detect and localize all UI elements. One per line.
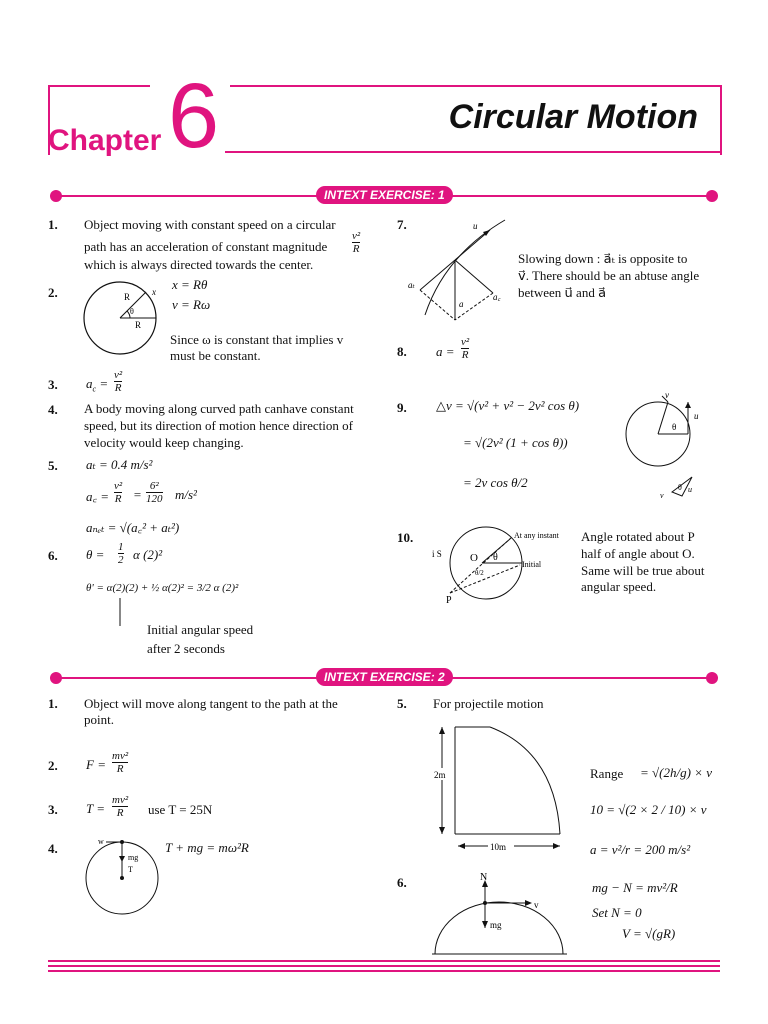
q3-fraction — [114, 369, 122, 394]
e2-q6-eq2: Set N = 0 — [592, 905, 642, 920]
q6-frac — [118, 541, 124, 566]
q10-label-initial: Initial — [522, 560, 542, 569]
e2-q2-frac-num: mv² — [112, 750, 129, 762]
e2-q5-text: For projectile motion — [433, 696, 544, 711]
q6-frac-num: 1 — [118, 541, 124, 553]
q6-frac-den: 2 — [118, 554, 124, 566]
q10-label-any: At any instant — [514, 531, 559, 540]
q8-frac-num: v² — [461, 336, 470, 348]
e2-q4-label-mg: mg — [128, 853, 139, 862]
q7-number: 7. — [397, 217, 407, 232]
q5-frac2-den: 120 — [146, 493, 163, 505]
q4-text-c: velocity would keep changing. — [84, 435, 244, 450]
q2-label-x: x — [152, 287, 156, 297]
q3-lhs — [86, 376, 108, 394]
footer-line-2 — [48, 965, 720, 967]
e2-q6-eq1: mg − N = mv²/R — [592, 880, 678, 895]
e2-q6-number: 6. — [397, 875, 407, 890]
e2-q3-frac-den: R — [112, 806, 128, 819]
q2-note-a: Since ω is constant that implies v — [170, 332, 344, 347]
q5-number: 5. — [48, 458, 58, 473]
q2-circle-diagram — [82, 278, 164, 358]
q7-label-ac: a꜀ — [493, 292, 501, 302]
q7-label-at: aₜ — [408, 280, 415, 290]
q5-frac2-num: 6² — [149, 480, 159, 492]
e2-q6-label-v: v — [534, 900, 539, 910]
q5-eq2-lhs: a꜀ = — [86, 489, 110, 504]
e2-q2-number: 2. — [48, 758, 58, 773]
q1-fraction — [352, 230, 360, 255]
e2-q4-label-w: w — [98, 837, 104, 846]
q9-label-u: u — [694, 411, 699, 421]
q9-label-theta: θ — [672, 422, 677, 432]
q1-frac-den: R — [352, 243, 360, 255]
q9-eq3: = 2v cos θ/2 — [463, 475, 528, 490]
q10-text-b: half of angle about O. — [581, 546, 695, 561]
q3-frac-num: v² — [114, 369, 123, 381]
q10-circle-diagram — [430, 525, 575, 605]
q2-label-r2: R — [135, 320, 142, 330]
q5-frac1-den: R — [114, 493, 122, 505]
q4-number: 4. — [48, 402, 58, 417]
e2-q5-number: 5. — [397, 696, 407, 711]
q10-label-p: P — [446, 595, 452, 605]
q6-eq1-rhs: α (2)² — [133, 547, 163, 562]
e2-q3-lhs: T = — [86, 801, 106, 816]
q7-label-a: a — [459, 299, 464, 309]
e2-q5-range-label: Range — [590, 766, 624, 781]
chapter-word: Chapter — [48, 124, 162, 157]
q8-number: 8. — [397, 344, 407, 359]
q7-label-u: u — [473, 221, 478, 231]
q7-vector-diagram — [405, 215, 515, 325]
q7-text-b: v⃗. There should be an abtuse angle — [518, 268, 700, 283]
e2-q6-label-mg: mg — [490, 920, 502, 930]
exercise1-dot-left — [50, 190, 62, 202]
q1-text-a: Object moving with constant speed on a circular — [84, 217, 336, 232]
q5-frac1 — [114, 480, 122, 505]
q3-frac-den: R — [114, 382, 122, 394]
e2-q3-frac-num: mv² — [112, 794, 129, 806]
q4-text-b: speed, but its direction of motion hence direction of — [84, 418, 353, 433]
chapter-number: 6 — [168, 65, 220, 167]
q10-number: 10. — [397, 530, 414, 545]
q3-eq: = — [99, 376, 109, 391]
e2-q6-label-n: N — [480, 872, 488, 883]
e2-q5-range-eq: = √(2h/g) × v — [640, 765, 712, 780]
q6-brace — [115, 598, 125, 628]
e2-q2-fraction — [112, 750, 128, 775]
e2-q3-rhs: use T = 25N — [148, 802, 213, 817]
q9-label-u2: u — [688, 485, 692, 494]
q6-note-a: Initial angular speed — [147, 622, 254, 637]
q4-text-a: A body moving along curved path canhave constant — [84, 401, 354, 416]
e2-q1-text-b: point. — [84, 712, 114, 727]
e2-q3-fraction — [112, 794, 128, 819]
q10-label-theta: θ — [493, 552, 498, 563]
q5-frac2 — [146, 480, 163, 505]
q3-lhs-sub: c — [92, 384, 97, 394]
e2-q6-eq3: V = √(gR) — [622, 926, 676, 941]
q3-lhs-a: a — [86, 376, 93, 391]
exercise2-label: INTEXT EXERCISE: 2 — [316, 668, 453, 686]
e2-q4-eq: T + mg = mω²R — [165, 840, 249, 855]
q6-number: 6. — [48, 548, 58, 563]
e2-q5-label-2m: 2m — [434, 770, 446, 780]
q1-number: 1. — [48, 217, 58, 232]
q9-eq2: = √(2v² (1 + cos θ)) — [463, 435, 568, 450]
exercise2-dot-right — [706, 672, 718, 684]
e2-q5-eq3: a = v²/r = 200 m/s² — [590, 842, 691, 857]
e2-q2-lhs: F = — [86, 757, 106, 772]
e2-q1-text-a: Object will move along tangent to the path at the — [84, 696, 338, 711]
chapter-title: Circular Motion — [448, 98, 698, 136]
e2-q6-dome-diagram — [430, 870, 570, 958]
q5-eq1: aₜ = 0.4 m/s² — [86, 457, 153, 472]
e2-q4-number: 4. — [48, 841, 58, 856]
e2-q3-number: 3. — [48, 802, 58, 817]
q2-note-b: must be constant. — [170, 348, 261, 363]
q10-text-c: Same will be true about — [581, 563, 705, 578]
q10-text-d: angular speed. — [581, 579, 657, 594]
q10-label-is: i S — [432, 549, 442, 559]
q9-eq1: △v = √(v² + v² − 2v² cos θ) — [436, 398, 580, 413]
exercise1-dot-right — [706, 190, 718, 202]
q5-eq3: aₙₑₜ = √(a꜀² + aₜ²) — [86, 520, 180, 535]
q8-frac-den: R — [461, 349, 469, 361]
q7-text-c: between u⃗ and a⃗ — [518, 285, 607, 300]
e2-q5-label-10m: 10m — [490, 842, 507, 852]
exercise1-label: INTEXT EXERCISE: 1 — [316, 186, 453, 204]
q9-circle-diagram — [622, 392, 712, 502]
q9-label-v2: v — [660, 491, 664, 500]
q10-label-o: O — [470, 552, 478, 564]
q10-text-a: Angle rotated about P — [581, 529, 695, 544]
exercise2-dot-left — [50, 672, 62, 684]
q6-eq2: θ' = α(2)(2) + ½ α(2)² = 3/2 α (2)² — [86, 582, 239, 594]
q2-number: 2. — [48, 285, 58, 300]
q9-label-theta2: θ — [678, 483, 682, 492]
e2-q5-eq2: 10 = √(2 × 2 / 10) × v — [590, 802, 707, 817]
q8-lhs: a = — [436, 344, 455, 359]
q9-label-v: v — [665, 392, 669, 400]
q2-eq1: x = Rθ — [172, 277, 208, 292]
chapter-header-underline — [225, 151, 720, 153]
q5-frac1-num: v² — [114, 480, 123, 492]
q1-frac-num: v² — [352, 230, 361, 242]
q2-label-theta: θ — [130, 307, 134, 316]
footer-line-1 — [48, 960, 720, 962]
q8-fraction — [461, 336, 469, 361]
e2-q4-circle-diagram — [82, 832, 166, 916]
e2-q4-label-t: T — [128, 865, 133, 874]
q6-eq1-lhs: θ = — [86, 547, 105, 562]
q2-eq2: v = Rω — [172, 297, 211, 312]
footer-line-3 — [48, 970, 720, 972]
q5-eq2-mid: = — [133, 487, 142, 502]
q1-text-b: path has an acceleration of constant magnitude — [84, 239, 328, 254]
e2-q2-frac-den: R — [112, 762, 128, 775]
q7-text-a: Slowing down : a⃗ₜ is opposite to — [518, 251, 688, 266]
e2-q5-quarter-diagram — [430, 722, 565, 854]
q6-note-b: after 2 seconds — [147, 641, 225, 656]
q5-eq2-unit: m/s² — [175, 487, 197, 502]
q2-label-r1: R — [124, 292, 131, 302]
q1-text-c: which is always directed towards the center. — [84, 257, 314, 272]
q9-number: 9. — [397, 400, 407, 415]
q10-label-half: θ/2 — [475, 569, 484, 577]
q3-number: 3. — [48, 377, 58, 392]
e2-q1-number: 1. — [48, 696, 58, 711]
